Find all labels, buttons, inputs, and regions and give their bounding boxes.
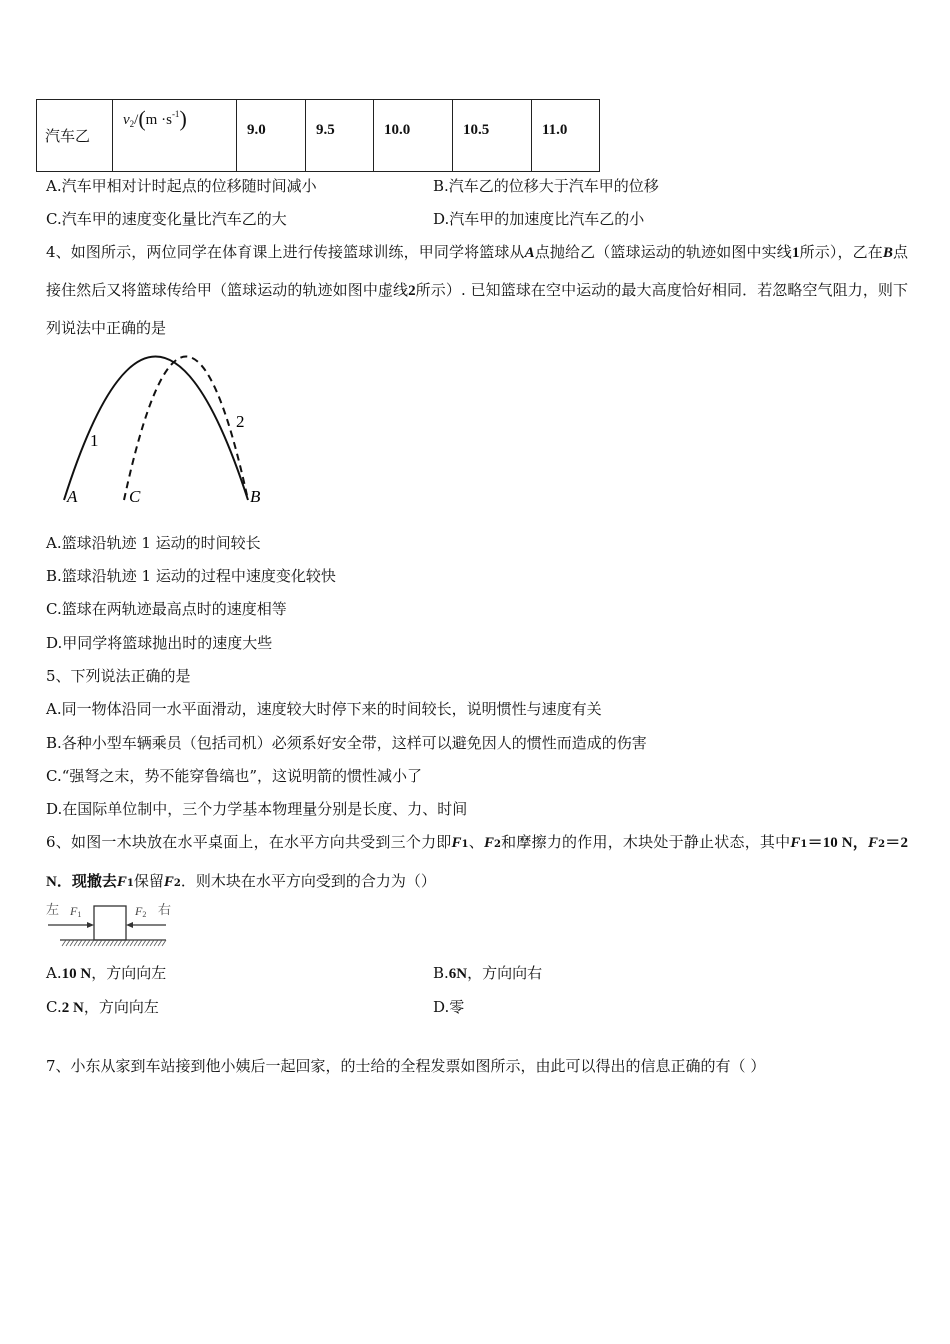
value-cell: 9.5 xyxy=(306,100,374,172)
block-forces-figure xyxy=(44,900,174,952)
label-c: C xyxy=(129,487,141,506)
label-2: 2 xyxy=(236,412,245,431)
label-f1: F1 xyxy=(70,904,82,919)
q7-stem: 7、小东从家到车站接到他小姨后一起回家，的士给的全程发票如图所示，由此可以得出的信息正确的有（ ） xyxy=(46,1057,766,1075)
value-cell: 11.0 xyxy=(532,100,600,172)
label-left: 左 xyxy=(46,903,60,918)
q3-option-b: B.汽车乙的位移大于汽车甲的位移 xyxy=(433,177,659,195)
row-label: 汽车乙 xyxy=(37,100,113,172)
q4-option-a: A.篮球沿轨迹 1 运动的时间较长 xyxy=(46,534,261,552)
q4-option-d: D.甲同学将篮球抛出时的速度大些 xyxy=(46,634,273,652)
table-hatching xyxy=(62,940,166,946)
wooden-block xyxy=(94,906,126,940)
label-b: B xyxy=(250,487,261,506)
value-cell: 9.0 xyxy=(237,100,306,172)
q5-option-b: B.各种小型车辆乘员（包括司机）必须系好安全带，这样可以避免因人的惯性而造成的伤害 xyxy=(46,734,647,752)
velocity-table xyxy=(36,99,600,172)
label-1: 1 xyxy=(90,431,99,450)
q5-stem: 5、下列说法正确的是 xyxy=(46,667,191,685)
label-a: A xyxy=(67,487,78,506)
q3-option-c: C.汽车甲的速度变化量比汽车乙的大 xyxy=(46,210,287,228)
q4-stem: 4、如图所示，两位同学在体育课上进行传接篮球训练，甲同学将篮球从A点抛给乙（篮球运动的轨迹如图中实线1所示），乙在B点接住然后又将篮球传给甲（篮球运动的轨迹如图中虚线2所示）. 已知篮球在空中运动的最大高度恰好相同．若忽略空气阻力，则下列说法中正确的是 xyxy=(46,243,908,337)
label-right: 右 xyxy=(158,903,172,918)
value-cell: 10.0 xyxy=(374,100,453,172)
q6-option-c: C.2 N，方向向左 xyxy=(46,998,159,1016)
table-row xyxy=(37,100,600,172)
q3-option-d: D.汽车甲的加速度比汽车乙的小 xyxy=(433,210,645,228)
q4-option-b: B.篮球沿轨迹 1 运动的过程中速度变化较快 xyxy=(46,567,336,585)
q5-option-d: D.在国际单位制中，三个力学基本物理量分别是长度、力、时间 xyxy=(46,800,468,818)
q3-option-a: A.汽车甲相对计时起点的位移随时间减小 xyxy=(46,177,317,195)
force-f1-arrowhead xyxy=(87,922,94,928)
q5-option-c: C.“强弩之末，势不能穿鲁缟也”，这说明箭的惯性减小了 xyxy=(46,767,423,785)
q6-option-a: A.10 N，方向向左 xyxy=(46,964,167,982)
q5-option-a: A.同一物体沿同一水平面滑动，速度较大时停下来的时间较长，说明惯性与速度有关 xyxy=(46,700,602,718)
trajectory-2-dashed xyxy=(124,357,248,501)
q6-option-b: B.6N，方向向右 xyxy=(433,964,543,982)
force-f2-arrowhead xyxy=(126,922,133,928)
unit-cell: $v_2/(m \cdot s^{-1})$ xyxy=(113,100,237,172)
q6-stem: 6、如图一木块放在水平桌面上，在水平方向共受到三个力即F1、F2和摩擦力的作用，木块处于静止状态，其中F1＝10 N，F2＝2 N．现撤去F1保留F2．则木块在水平方向受到的合力为（） xyxy=(46,833,908,890)
label-f2: F2 xyxy=(135,904,147,919)
q4-option-c: C.篮球在两轨迹最高点时的速度相等 xyxy=(46,600,287,618)
q6-option-d: D.零 xyxy=(433,998,465,1016)
trajectory-1-solid xyxy=(64,357,248,501)
value-cell: 10.5 xyxy=(453,100,532,172)
basketball-trajectory-figure xyxy=(50,340,280,512)
